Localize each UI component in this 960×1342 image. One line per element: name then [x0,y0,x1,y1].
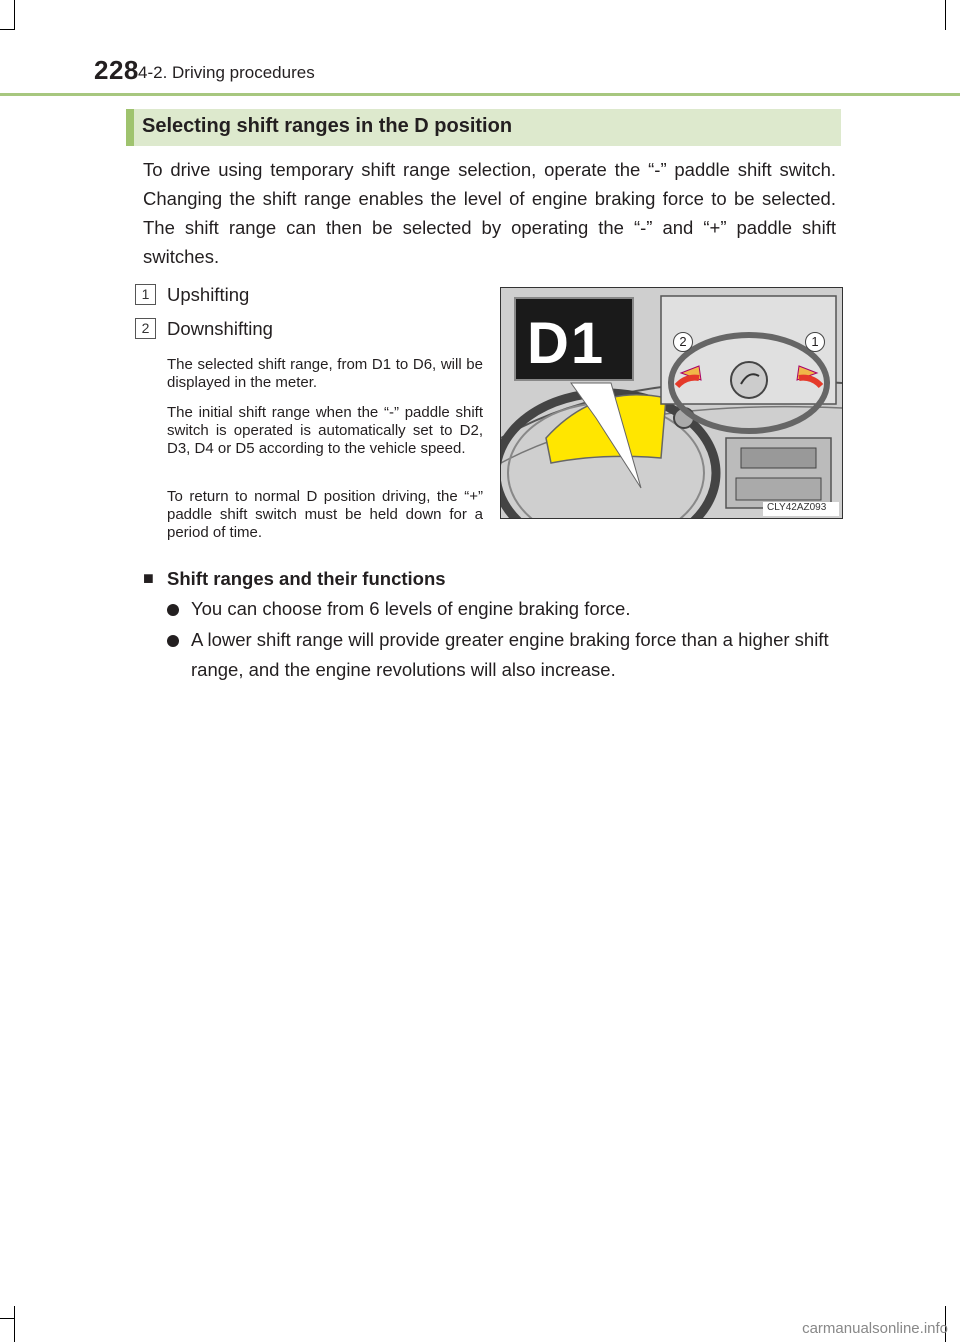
section-title-bar [126,109,841,146]
bullet-dot [167,604,179,616]
callout-1: 1 [805,332,825,352]
step-label-upshifting: Upshifting [167,284,250,305]
crop-mark [945,0,946,30]
note-initial-range: The initial shift range when the “-” paddle shift switch is operated is automatically set to D2, D3, D4 or D5 according to the vehicle speed. [167,404,483,457]
crop-mark [14,0,15,30]
page-number: 228 [94,55,139,85]
bullet-dot [167,635,179,647]
section-title: Selecting shift ranges in the D position [142,115,513,137]
note-display-range: The selected shift range, from D1 to D6, will be displayed in the meter. [167,356,483,391]
crop-mark [0,1318,14,1319]
paddle-shift-illustration [500,287,843,519]
intro-paragraph: To drive using temporary shift range selection, operate the “-” paddle shift switch. Changing the shift range enables the level of engine braking force to be selected. The shift range can then be selected by operating the “-” and “+” paddle shift switches. [143,159,836,267]
crop-mark [0,29,14,30]
section-path: 4-2. Driving procedures [138,63,315,82]
step-number-2: 2 [135,318,156,339]
note-return-normal: To return to normal D position driving, the “+” paddle shift switch must be held down for a period of time. [167,488,483,541]
subsection-title: Shift ranges and their functions [167,568,446,589]
step-number-1: 1 [135,284,156,305]
figure-code: CLY42AZ093 [767,502,827,513]
square-bullet: ■ [143,568,154,588]
section-title-accent [126,109,134,146]
bullet-text-lower-range: A lower shift range will provide greater engine braking force than a higher shift range, and the engine revolutions will also increase. [191,629,829,680]
watermark: carmanualsonline.info [802,1320,948,1337]
bullet-text-levels: You can choose from 6 levels of engine braking force. [191,598,631,619]
callout-2: 2 [673,332,693,352]
shift-range-display: D1 [527,311,606,376]
step-label-downshifting: Downshifting [167,318,273,339]
header-rule [0,93,960,96]
crop-mark [14,1306,15,1342]
